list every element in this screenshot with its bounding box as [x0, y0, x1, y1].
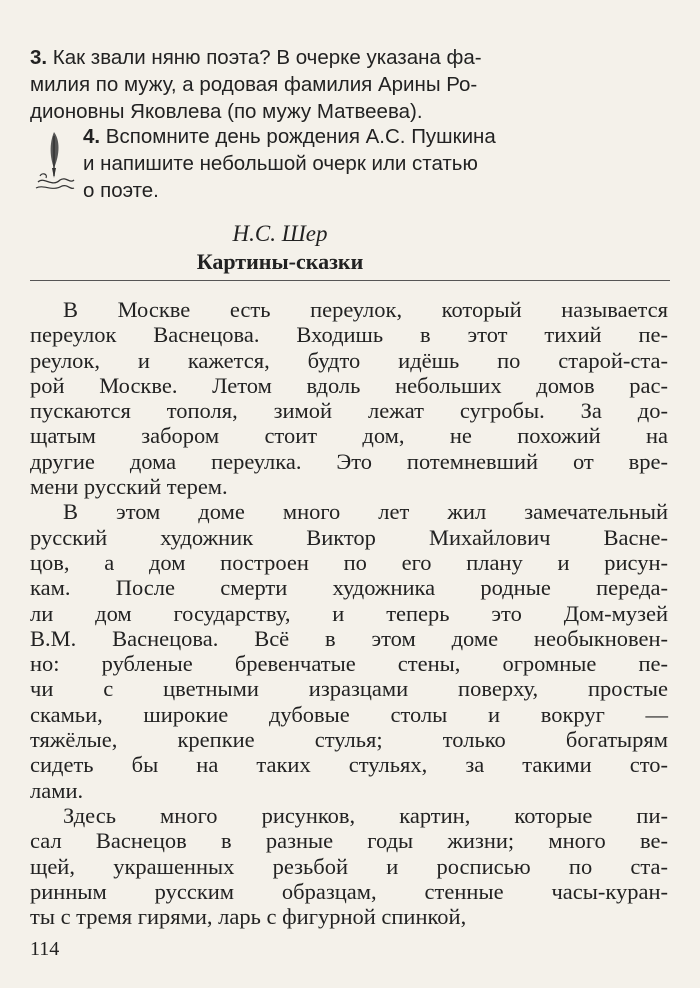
- article-title: Картины-сказки: [196, 249, 364, 274]
- paragraph-line: ринным русским образцам, стенные часы-куран-: [30, 878, 668, 904]
- paragraph-line: кам. После смерти художника родные переда-: [30, 575, 668, 601]
- question-4-number: 4.: [83, 125, 101, 148]
- article-body: [30, 297, 668, 929]
- paragraph-line: пускаются тополя, зимой лежат сугробы. За до-: [30, 398, 668, 424]
- question-4-line-2: и напишите небольшой очерк или статью: [83, 152, 478, 175]
- paragraph-line: В.М. Васнецова. Всё в этом доме необыкновен-: [30, 625, 668, 651]
- paragraph-line: чи с цветными изразцами поверху, простые: [30, 676, 668, 702]
- paragraph-line: щей, украшенных резьбой и росписью по ста-: [30, 853, 668, 879]
- paragraph-line: тяжёлые, крепкие стулья; только богатырям: [30, 727, 668, 753]
- paragraph-line: ты с тремя гирями, ларь с фигурной спинкой,: [30, 904, 467, 930]
- paragraph-line: сидеть бы на таких стульях, за такими сто-: [30, 752, 668, 778]
- paragraph-line: лами.: [30, 777, 84, 803]
- question-3-line-3: дионовны Яковлева (по мужу Матвеева).: [30, 100, 423, 123]
- article-author: Н.С. Шер: [232, 221, 328, 246]
- paragraph-line: скамьи, широкие дубовые столы и вокруг —: [30, 701, 668, 727]
- question-4: [30, 123, 670, 204]
- question-3-line-1: 3. Как звали няню поэта? В очерке указана фа-: [30, 46, 482, 69]
- paragraph-line: щатым забором стоит дом, не похожий на: [30, 423, 668, 449]
- question-3-line-2: милия по мужу, а родовая фамилия Арины Ро-: [30, 73, 478, 96]
- paragraph-line: другие дома переулка. Это потемневший от вре-: [30, 448, 668, 474]
- question-3: [30, 44, 670, 125]
- paragraph-line: мени русский терем.: [30, 474, 228, 500]
- paragraph-line: сал Васнецов в разные годы жизни; много ве-: [30, 828, 668, 854]
- paragraph-line: переулок Васнецова. Входишь в этот тихий пе-: [30, 322, 668, 348]
- paragraph-line: но: рубленые бревенчатые стены, огромные пе-: [30, 651, 668, 677]
- paragraph-line: русский художник Виктор Михайлович Васне-: [30, 524, 668, 550]
- paragraph-line: рой Москве. Летом вдоль небольших домов рас-: [30, 372, 668, 398]
- page-number: 114: [30, 938, 60, 960]
- paragraph-line: Здесь много рисунков, картин, которые пи-: [63, 802, 668, 828]
- question-3-number: 3.: [30, 46, 48, 69]
- paragraph-line: ли дом государству, и теперь это Дом-музей: [30, 600, 668, 626]
- paragraph-line: цов, а дом построен по его плану и рисун-: [30, 549, 668, 575]
- paragraph-line: В этом доме много лет жил замечательный: [63, 499, 668, 525]
- paragraph-line: В Москве есть переулок, который называется: [63, 297, 668, 322]
- question-4-line-3: о поэте.: [83, 179, 159, 202]
- paragraph-line: реулок, и кажется, будто идёшь по старой-ста-: [30, 347, 668, 373]
- question-4-line-1: 4. Вспомните день рождения А.С. Пушкина: [83, 125, 496, 148]
- section-divider: [30, 280, 670, 281]
